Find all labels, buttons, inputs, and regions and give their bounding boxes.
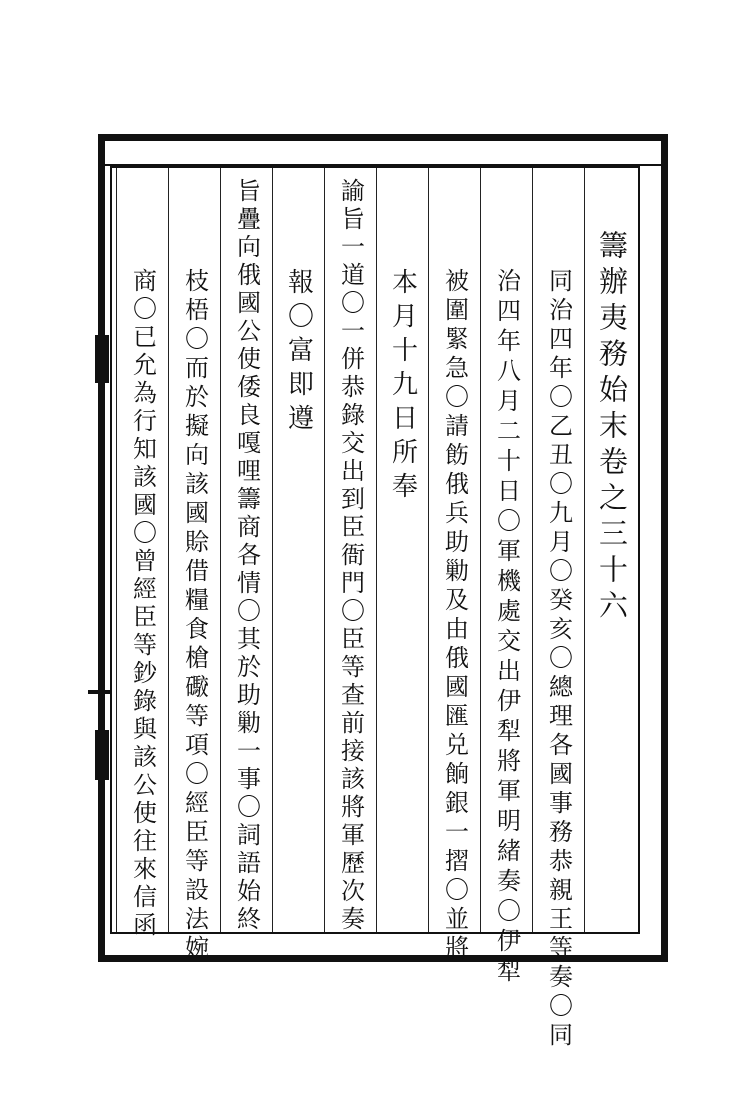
- text-line: 諭旨一道〇一併恭錄交出到臣衙門〇臣等查前接該將軍歷次奏: [336, 178, 365, 934]
- text-line: 商〇已允為行知該國〇曾經臣等鈔錄與該公使往來信函: [128, 268, 157, 940]
- page-edge-mark: [88, 690, 110, 694]
- text-line: 治四年八月二十日〇軍機處交出伊犁將軍明緒奏〇伊犁: [492, 268, 521, 988]
- text-column-3: [480, 168, 532, 988]
- page-edge-mark: [95, 730, 109, 780]
- text-column-10: [116, 168, 168, 940]
- text-column-8: [220, 168, 272, 932]
- text-column-4: [428, 168, 480, 964]
- text-column-7: [272, 168, 324, 932]
- text-column-6: [324, 168, 376, 932]
- text-column-2: [532, 168, 584, 1051]
- volume-title: 籌辦夷務始末卷之三十六: [595, 230, 629, 626]
- page-edge-mark: [95, 335, 109, 383]
- text-column-5: [376, 168, 428, 932]
- text-line: 旨疊向俄國公使倭良嘎哩籌商各情〇其於助勦一事〇詞語始終: [232, 178, 261, 934]
- text-line: 同治四年〇乙丑〇九月〇癸亥〇總理各國事務恭親王等奏〇同: [544, 268, 573, 1051]
- text-line: 被圍緊急〇請飭俄兵助勦及由俄國匯兑餉銀一摺〇並將: [440, 268, 469, 964]
- text-column-9: [168, 168, 220, 964]
- text-line: 本月十九日所奉: [387, 268, 418, 506]
- text-line: 枝梧〇而於擬向該國賒借糧食槍礮等項〇經臣等設法婉: [180, 268, 209, 964]
- text-line: 報〇富即遵: [283, 268, 314, 438]
- text-column-1: [584, 168, 638, 932]
- page-top-band: [105, 140, 661, 166]
